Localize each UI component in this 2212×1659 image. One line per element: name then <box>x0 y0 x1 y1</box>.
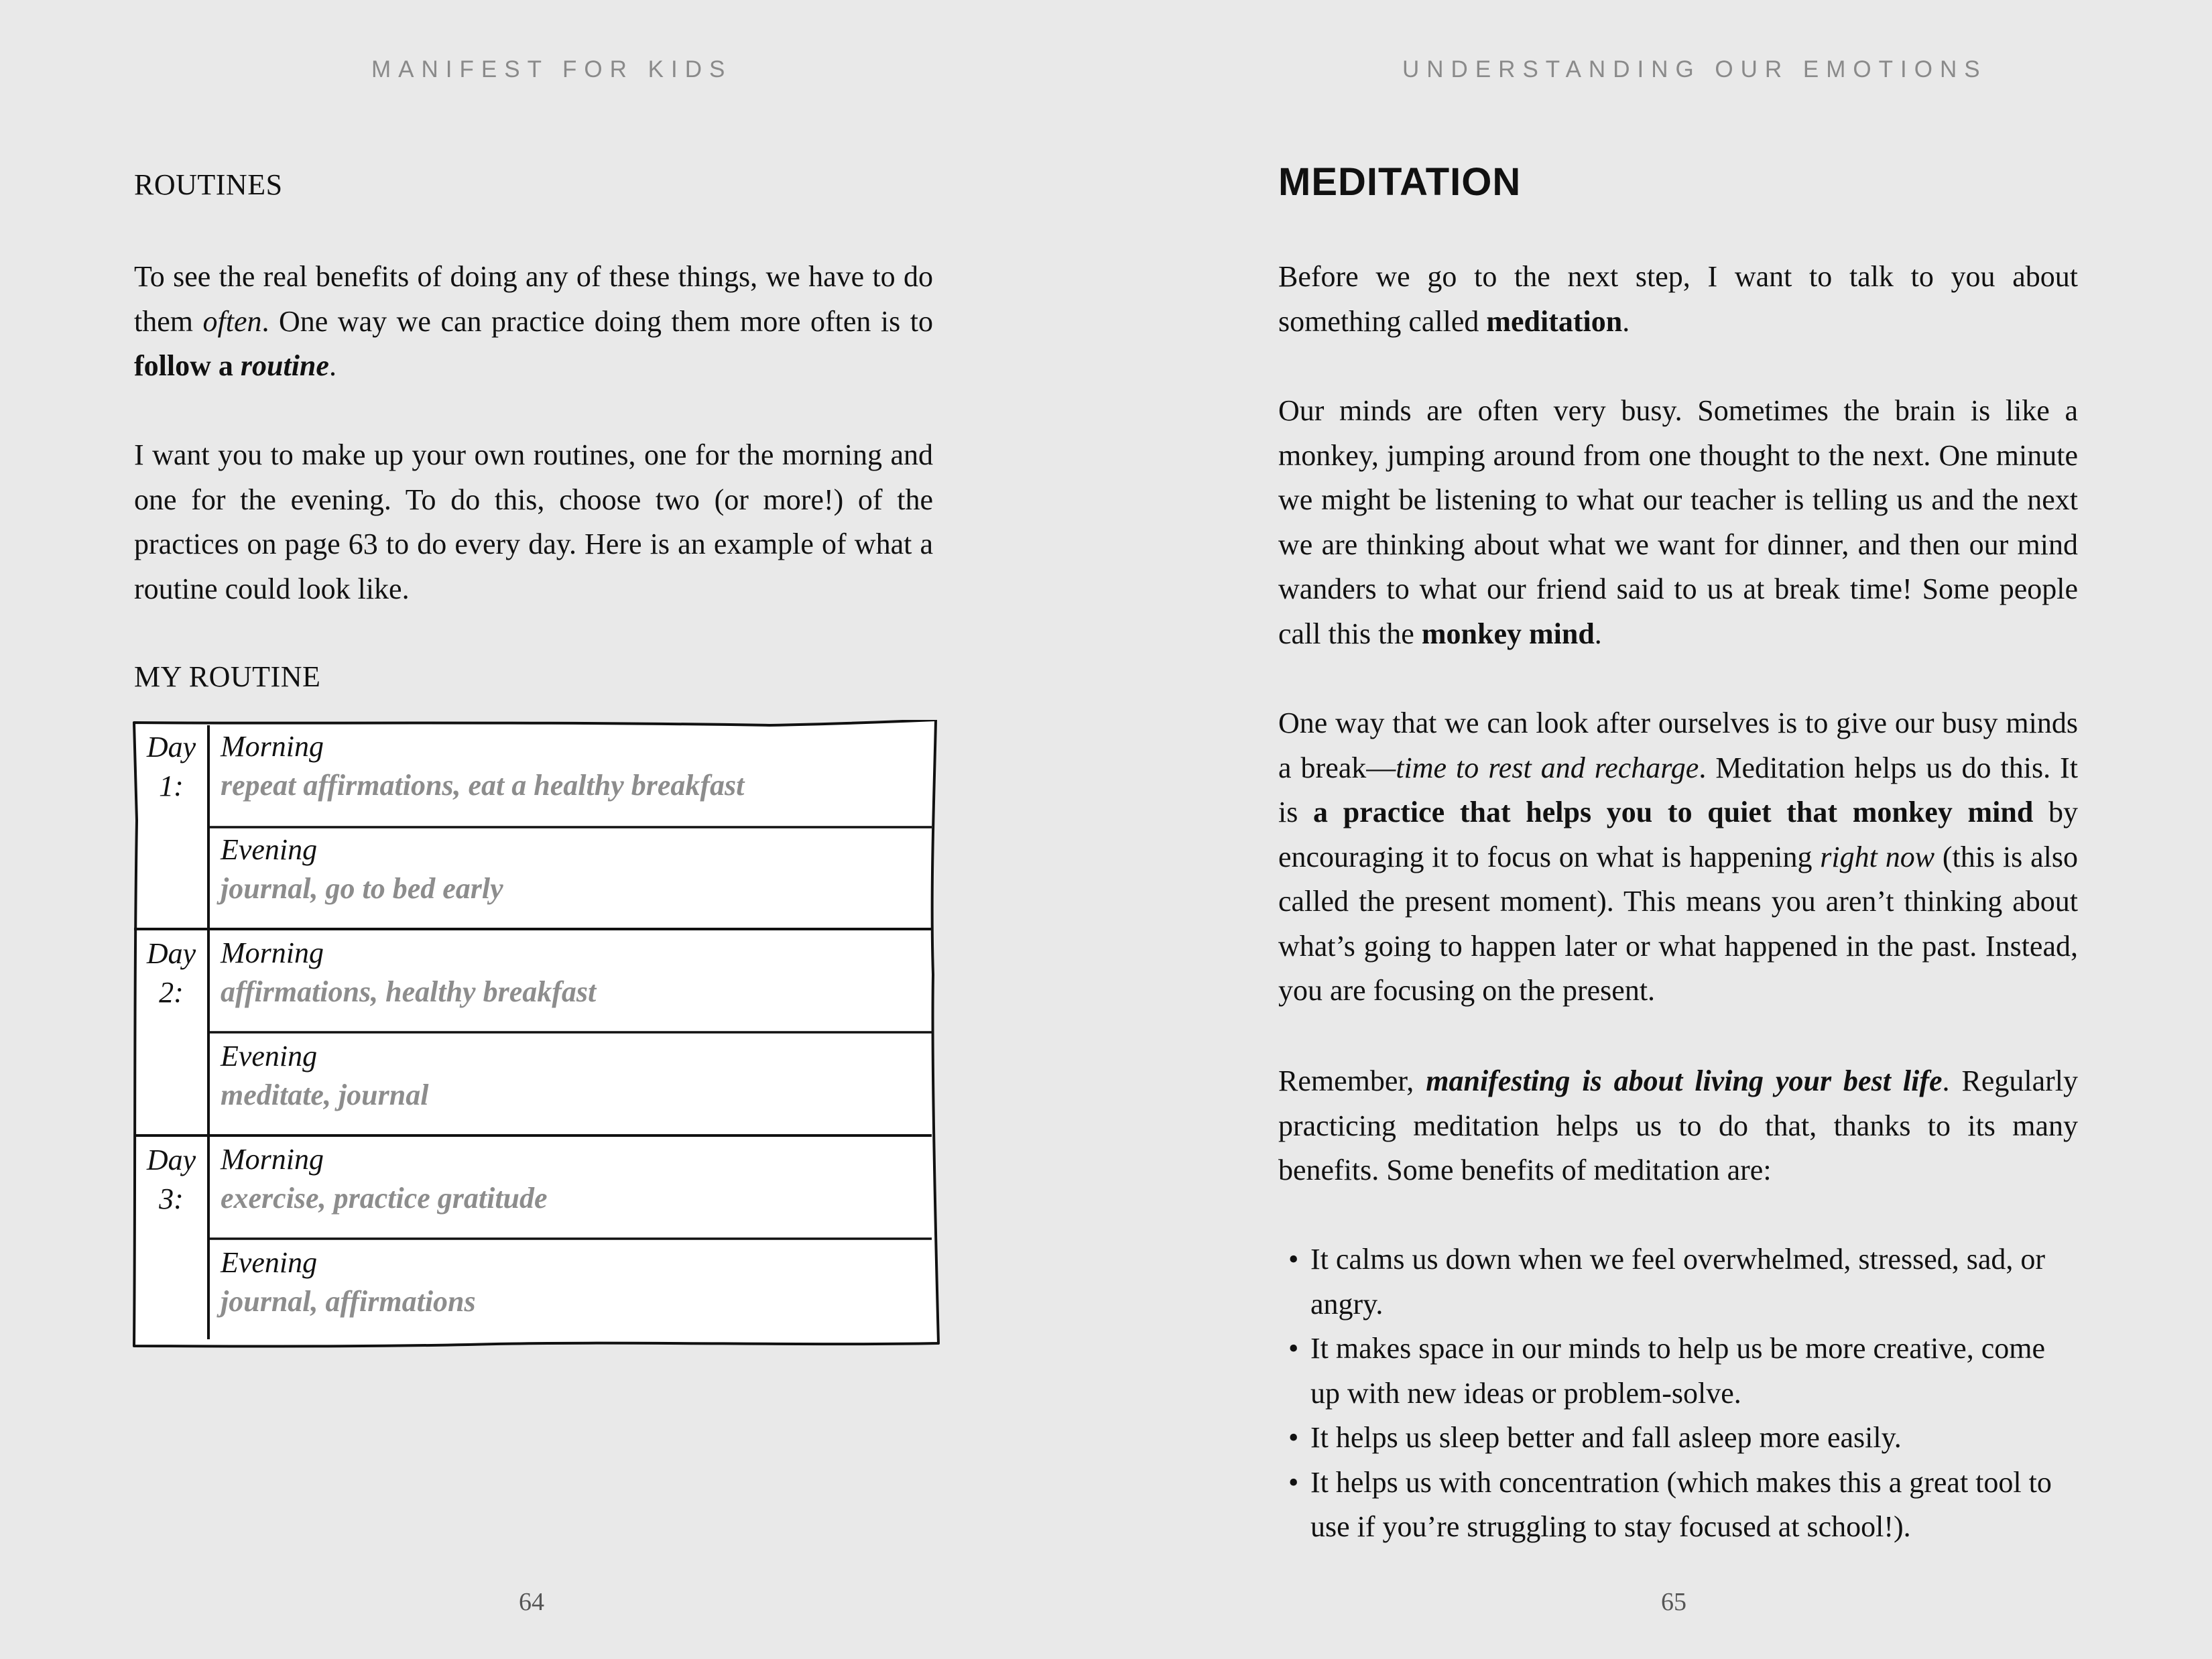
day-3-morning-value: exercise, practice gratitude <box>221 1182 548 1215</box>
text-run: . Regularly practicing meditation helps us to do that, thanks to its many benefits. Some benefits of meditation are: <box>1278 1064 2079 1186</box>
right-page <box>1106 0 2212 1659</box>
text-run: . Meditation helps us do this. It is <box>1278 751 2079 828</box>
day-2-morning-value: affirmations, healthy breakfast <box>221 975 597 1008</box>
routines-paragraph-1 <box>134 255 933 389</box>
bullet-icon: • <box>1288 1465 1299 1499</box>
text-run: . <box>1594 617 1602 650</box>
meditation-heading: MEDITATION <box>1278 160 1522 204</box>
text-run: Remember, <box>1278 1064 1426 1097</box>
emphasis-rest-recharge: time to rest and recharge <box>1396 751 1699 784</box>
bullet-icon: • <box>1288 1243 1299 1276</box>
benefit-text: It calms us down when we feel overwhelmed, stressed, sad, or angry. <box>1310 1243 2046 1320</box>
routine-table <box>133 720 940 1350</box>
meditation-paragraph-4 <box>1278 1059 2078 1193</box>
emphasis-best-life: manifesting is about living your best life <box>1426 1064 1943 1097</box>
text-run: follow a <box>134 349 241 382</box>
page-number-right: 65 <box>1661 1588 1686 1616</box>
routines-paragraph-2: I want you to make up your own routines, one for the morning and one for the evening. To do this, choose two (or more!) of the practices on page 63 to do every day. Here is an example of what a routine could look like. <box>134 438 933 605</box>
day-word: Day <box>146 1144 196 1176</box>
benefit-text: It helps us with concentration (which makes this a great tool to use if you’re struggling to stay focused at school!). <box>1310 1465 2052 1543</box>
emphasis-best-life-wrap <box>1426 1064 1942 1097</box>
day-3-evening-label: Evening <box>221 1246 318 1279</box>
emphasis-monkey-mind: monkey mind <box>1421 617 1595 650</box>
text-run: To see the real benefits of doing any of these things, we have to do them <box>134 260 933 338</box>
running-head-right: UNDERSTANDING OUR EMOTIONS <box>1402 56 1987 82</box>
day-2-morning-label: Morning <box>221 936 324 969</box>
text-run: (this is also called the present moment). This means you aren’t thinking about what’s going to happen later or what happened in the past. Instead, you are focusing on the present. <box>1278 840 2079 1007</box>
emphasis-routine: routine <box>240 349 329 382</box>
running-head-left: MANIFEST FOR KIDS <box>371 56 733 82</box>
emphasis-often: often <box>202 304 262 338</box>
emphasis-follow-routine <box>134 349 329 382</box>
day-3-evening-value: journal, affirmations <box>221 1285 476 1318</box>
text-run: One way that we can look after ourselves is to give our busy minds a break— <box>1278 706 2078 784</box>
day-2-evening-label: Evening <box>221 1040 318 1072</box>
emphasis-right-now: right now <box>1820 840 1935 873</box>
bullet-icon: • <box>1288 1332 1299 1365</box>
list-item <box>1288 1327 2079 1416</box>
list-item <box>1288 1237 2079 1327</box>
text-run: . One way we can practice doing them more often is to <box>261 304 933 338</box>
emphasis-quiet-monkey-mind: a practice that helps you to quiet that monkey mind <box>1313 796 2034 828</box>
benefit-text: It makes space in our minds to help us be more creative, come up with new ideas or problem-solve. <box>1310 1332 2045 1410</box>
benefit-text: It helps us sleep better and fall asleep more easily. <box>1310 1421 1902 1454</box>
text-run: Our minds are often very busy. Sometimes the brain is like a monkey, jumping around from one thought to the next. One minute we might be listening to what our teacher is telling us and the next we are thinking about what we want for dinner, and then our mind wanders to what our friend said to us at break time! Some people call this the <box>1278 394 2078 650</box>
day-word: Day <box>146 937 196 970</box>
day-3-morning-label: Morning <box>221 1143 324 1176</box>
text-run: by encouraging it to focus on what is happening <box>1278 796 2078 873</box>
meditation-paragraph-3 <box>1278 701 2078 1013</box>
emphasis-meditation: meditation <box>1486 304 1623 338</box>
day-1-evening-value: journal, go to bed early <box>221 872 503 905</box>
text-run: . <box>328 349 336 382</box>
list-item <box>1288 1461 2079 1550</box>
day-1-morning-value: repeat affirmations, eat a healthy breakfast <box>221 769 745 802</box>
meditation-paragraph-1 <box>1278 255 2078 344</box>
day-2-evening-value: meditate, journal <box>221 1079 429 1111</box>
routines-heading: ROUTINES <box>134 168 283 201</box>
text-run: Before we go to the next step, I want to talk to you about something called <box>1278 260 2078 338</box>
day-number: 2: <box>159 976 184 1009</box>
day-number: 3: <box>159 1182 184 1215</box>
bullet-icon: • <box>1288 1421 1299 1454</box>
day-number: 1: <box>159 770 184 802</box>
my-routine-heading: MY ROUTINE <box>134 660 321 693</box>
page-number-left: 64 <box>519 1588 544 1616</box>
day-2-label <box>133 934 210 1012</box>
day-word: Day <box>146 731 196 763</box>
text-run: . <box>1622 304 1630 338</box>
meditation-paragraph-2 <box>1278 389 2078 656</box>
day-3-label <box>133 1141 210 1219</box>
benefits-list <box>1288 1237 2079 1550</box>
day-1-evening-label: Evening <box>221 833 318 866</box>
day-1-label <box>133 728 210 806</box>
list-item <box>1288 1416 2079 1461</box>
day-1-morning-label: Morning <box>221 730 324 763</box>
